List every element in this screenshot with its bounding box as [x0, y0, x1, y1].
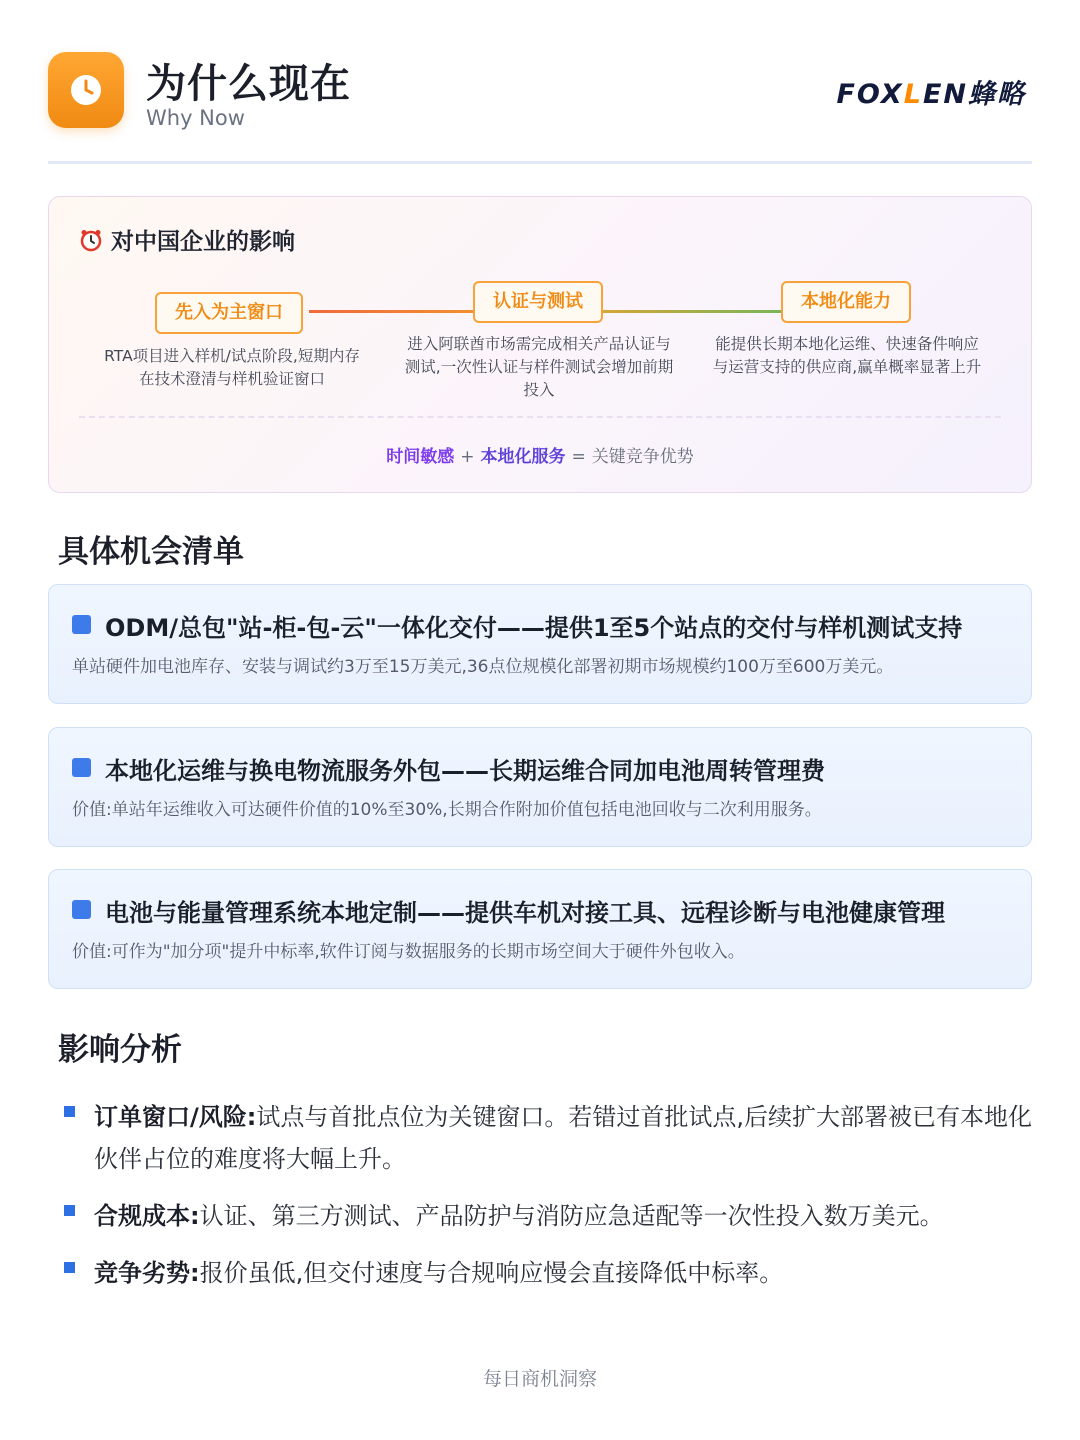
opportunity-description: 价值:单站年运维收入可达硬件价值的10%至30%,长期合作附加价值包括电池回收与二次利用服务。	[72, 800, 822, 820]
stage-description: 进入阿联酋市场需完成相关产品认证与测试,一次性认证与样件测试会增加前期投入	[404, 335, 674, 399]
dashed-divider	[79, 416, 1001, 418]
analysis-label: 合规成本:	[94, 1202, 200, 1230]
header-divider	[48, 161, 1032, 164]
analysis-item	[64, 1195, 1034, 1237]
opportunity-card	[48, 727, 1032, 847]
section-heading-opportunities: 具体机会清单	[58, 534, 244, 570]
square-bullet-icon	[64, 1106, 75, 1117]
footer-caption: 每日商机洞察	[482, 1368, 597, 1390]
square-bullet-icon	[64, 1262, 75, 1273]
square-bullet-icon	[72, 900, 91, 919]
alarm-clock-icon	[79, 228, 103, 258]
page-title: 为什么现在	[146, 61, 351, 107]
brand-logo: FOXLEN蜂略	[836, 79, 1026, 110]
impact-formula: 时间敏感 + 本地化服务 = 关键竞争优势	[386, 447, 694, 467]
analysis-label: 竞争劣势:	[94, 1259, 200, 1287]
opportunity-description: 单站硬件加电池库存、安装与调试约3万至15万美元,36点位规模化部署初期市场规模约100万至600万美元。	[72, 657, 894, 677]
analysis-label: 订单窗口/风险:	[94, 1103, 257, 1131]
analysis-text: 认证、第三方测试、产品防护与消防应急适配等一次性投入数万美元。	[199, 1202, 944, 1230]
stage-description: RTA项目进入样机/试点阶段,短期内存在技术澄清与样机验证窗口	[104, 347, 360, 388]
impact-title: 对中国企业的影响	[79, 223, 295, 258]
analysis-item	[64, 1252, 1034, 1294]
analysis-text: 报价虽低,但交付速度与合规响应慢会直接降低中标率。	[199, 1259, 784, 1287]
opportunity-description: 价值:可作为"加分项"提升中标率,软件订阅与数据服务的长期市场空间大于硬件外包收入。	[72, 942, 745, 962]
impact-card	[48, 196, 1032, 493]
section-heading-analysis: 影响分析	[58, 1032, 182, 1068]
opportunity-card	[48, 869, 1032, 989]
square-bullet-icon	[72, 758, 91, 777]
page-subtitle: Why Now	[146, 106, 245, 130]
stage-label: 本地化能力	[781, 281, 911, 323]
page-header	[48, 52, 1032, 132]
stage-label: 先入为主窗口	[155, 292, 303, 334]
opportunity-title: ODM/总包"站-柜-包-云"一体化交付——提供1至5个站点的交付与样机测试支持	[105, 614, 963, 642]
square-bullet-icon	[64, 1205, 75, 1216]
clock-icon	[48, 52, 124, 128]
analysis-text: 试点与首批点位为关键窗口。若错过首批试点,后续扩大部署被已有本地化伙伴占位的难度将大幅上升。	[94, 1103, 1033, 1173]
stage-label: 认证与测试	[473, 281, 603, 323]
stage-description: 能提供长期本地化运维、快速备件响应与运营支持的供应商,赢单概率显著上升	[712, 335, 982, 376]
square-bullet-icon	[72, 615, 91, 634]
analysis-item	[64, 1096, 1034, 1180]
opportunity-title: 本地化运维与换电物流服务外包——长期运维合同加电池周转管理费	[105, 757, 825, 785]
opportunity-card	[48, 584, 1032, 704]
opportunity-title: 电池与能量管理系统本地定制——提供车机对接工具、远程诊断与电池健康管理	[105, 899, 945, 927]
